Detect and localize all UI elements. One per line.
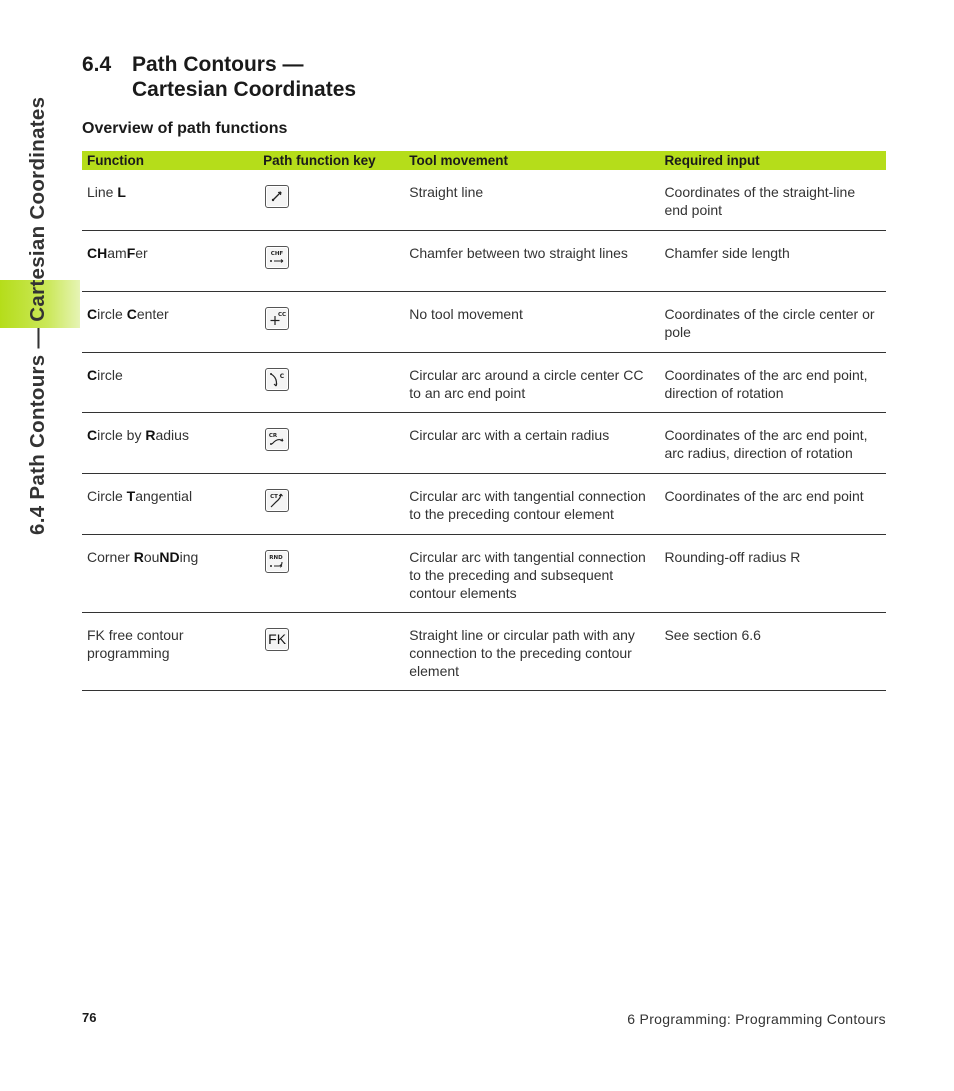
chamfer-key-icon — [265, 246, 289, 269]
key-cell — [258, 612, 404, 690]
input-cell: See section 6.6 — [659, 612, 886, 690]
function-name-part: Corner — [87, 548, 134, 565]
function-name-part: F — [126, 244, 136, 261]
function-cell — [82, 291, 258, 352]
input-cell: Coordinates of the straight-line end point — [659, 170, 886, 230]
key-cell — [258, 534, 404, 612]
circle-key-icon — [265, 368, 289, 391]
table-row — [82, 170, 886, 230]
movement-cell: Straight line or circular path with any connection to the preceding contour element — [404, 612, 659, 690]
table-row — [82, 291, 886, 352]
key-text: RND — [269, 554, 283, 561]
line-key-icon — [265, 185, 289, 208]
input-cell: Coordinates of the arc end point — [659, 473, 886, 534]
movement-cell: Circular arc around a circle center CC to an arc end point — [404, 352, 659, 412]
function-name-part: ircle — [97, 366, 123, 383]
function-cell — [82, 352, 258, 412]
function-name-part: R — [145, 426, 156, 443]
function-name-part: ircle by — [97, 426, 146, 443]
key-text: C — [279, 372, 285, 380]
header-tool-movement: Tool movement — [404, 151, 659, 170]
footer-chapter: 6 Programming: Programming Contours — [627, 1011, 886, 1027]
key-text: CC — [278, 311, 287, 318]
side-running-title: 6.4 Path Contours — Cartesian Coordinates — [26, 96, 49, 535]
input-cell: Rounding-off radius R — [659, 534, 886, 612]
function-cell — [82, 612, 258, 690]
function-name-part: Circle — [87, 487, 127, 504]
movement-cell: Circular arc with tangential connection to the preceding and subsequent contour elements — [404, 534, 659, 612]
movement-cell: Chamfer between two straight lines — [404, 230, 659, 291]
table-row — [82, 612, 886, 690]
rounding-key-icon — [265, 550, 289, 573]
key-text: CR — [268, 432, 278, 439]
function-name-part: C — [87, 305, 98, 322]
key-cell — [258, 291, 404, 352]
function-name-part: CH — [87, 244, 108, 261]
input-cell: Coordinates of the circle center or pole — [659, 291, 886, 352]
title-line-1: Path Contours — — [132, 53, 304, 76]
function-name-part: er — [135, 244, 148, 261]
input-cell: Coordinates of the arc end point, direction of rotation — [659, 352, 886, 412]
circle-radius-key-icon — [265, 428, 289, 451]
movement-cell: No tool movement — [404, 291, 659, 352]
path-functions-table — [82, 151, 886, 691]
function-name-part: enter — [136, 305, 169, 322]
function-cell — [82, 230, 258, 291]
function-name-part: angential — [135, 487, 193, 504]
function-cell — [82, 412, 258, 473]
table-row — [82, 352, 886, 412]
key-cell — [258, 230, 404, 291]
function-name-part: C — [87, 366, 98, 383]
function-name-part: FK free contour programming — [87, 626, 184, 661]
function-name-part: Line — [87, 184, 118, 200]
table-row — [82, 412, 886, 473]
fk-key-icon: FK — [265, 628, 289, 651]
function-cell — [82, 473, 258, 534]
table-header-row — [82, 151, 886, 170]
header-required-input: Required input — [659, 151, 886, 170]
key-text: CHF — [270, 250, 284, 257]
function-name-part: T — [126, 487, 136, 504]
table-row — [82, 534, 886, 612]
function-name-part: L — [117, 184, 126, 200]
circle-tangential-key-icon — [265, 489, 289, 512]
function-name-part: ing — [179, 548, 199, 565]
page-title — [82, 52, 356, 102]
function-name-part: ou — [143, 548, 160, 565]
function-cell — [82, 170, 258, 230]
table-row — [82, 473, 886, 534]
movement-cell: Circular arc with tangential connection to the preceding contour element — [404, 473, 659, 534]
function-name-part: ND — [159, 548, 180, 565]
header-path-function-key: Path function key — [258, 151, 404, 170]
title-line-2: Cartesian Coordinates — [132, 78, 357, 101]
movement-cell: Straight line — [404, 170, 659, 230]
section-number: 6.4 — [82, 53, 112, 76]
page-number: 76 — [82, 1010, 97, 1025]
function-name-part: ircle — [97, 305, 127, 322]
table-row — [82, 230, 886, 291]
key-cell — [258, 412, 404, 473]
key-cell — [258, 352, 404, 412]
section-subheading: Overview of path functions — [82, 120, 288, 137]
movement-cell: Circular arc with a certain radius — [404, 412, 659, 473]
key-cell — [258, 473, 404, 534]
key-text: CT — [270, 493, 279, 500]
input-cell: Coordinates of the arc end point, arc radius, direction of rotation — [659, 412, 886, 473]
header-function: Function — [82, 151, 258, 170]
input-cell: Chamfer side length — [659, 230, 886, 291]
function-name-part: C — [126, 305, 137, 322]
function-cell — [82, 534, 258, 612]
function-name-part: C — [87, 426, 98, 443]
key-cell — [258, 170, 404, 230]
circle-center-key-icon — [265, 307, 289, 330]
function-name-part: am — [107, 244, 127, 261]
function-name-part: adius — [155, 426, 189, 443]
function-name-part: R — [133, 548, 144, 565]
